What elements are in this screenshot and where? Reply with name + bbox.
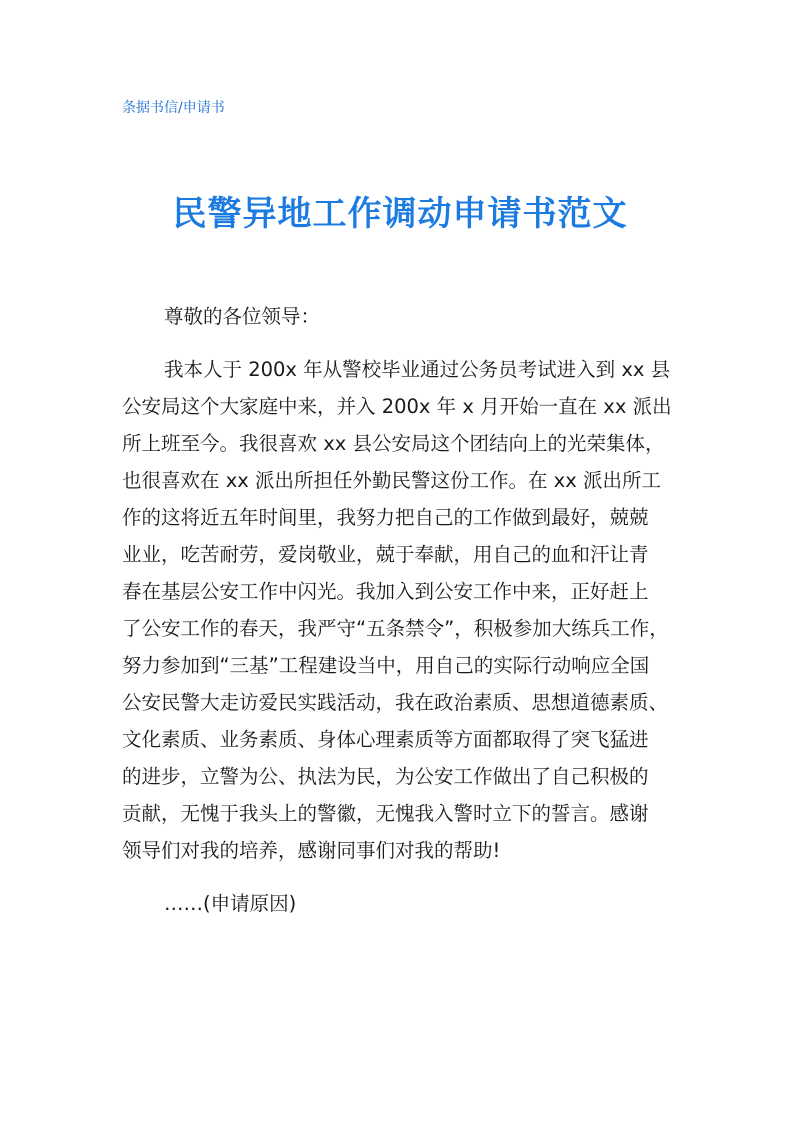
body-line: 努力参加到“三基”工程建设当中，用自己的实际行动响应全国 [122,654,650,677]
page-title: 民警异地工作调动申请书范文 [172,194,628,234]
body-line: 我本人于 200x 年从警校毕业通过公务员考试进入到 xx 县 [164,358,671,381]
body-line: 春在基层公安工作中闪光。我加入到公安工作中来，正好赶上 [122,580,649,603]
body-line: 公安局这个大家庭中来，并入 200x 年 x 月开始一直在 xx 派出 [122,395,672,418]
body-line: 所上班至今。我很喜欢 xx 县公安局这个团结向上的光荣集体， [122,432,665,455]
breadcrumb[interactable]: 条据书信/申请书 [122,100,225,116]
body-line: 了公安工作的春天，我严守“五条禁令”，积极参加大练兵工作， [122,617,669,640]
body-line: 业业，吃苦耐劳，爱岗敬业，兢于奉献，用自己的血和汗让青 [122,543,649,566]
closing-note: ……(申请原因) [164,892,297,915]
salutation: 尊敬的各位领导： [164,305,321,328]
body-line: 领导们对我的培养，感谢同事们对我的帮助! [122,839,501,862]
body-line: 文化素质、业务素质、身体心理素质等方面都取得了突飞猛进 [122,728,649,751]
body-line: 的进步，立警为公、执法为民，为公安工作做出了自己积极的 [122,765,649,788]
body-line: 也很喜欢在 xx 派出所担任外勤民警这份工作。在 xx 派出所工 [122,469,661,492]
body-line: 公安民警大走访爱民实践活动，我在政治素质、思想道德素质、 [122,691,669,714]
body-line: 作的这将近五年时间里，我努力把自己的工作做到最好，兢兢 [122,506,649,529]
body-line: 贡献，无愧于我头上的警徽，无愧我入警时立下的誓言。感谢 [122,802,649,825]
document-body [122,298,682,922]
body-paragraph [122,351,682,869]
